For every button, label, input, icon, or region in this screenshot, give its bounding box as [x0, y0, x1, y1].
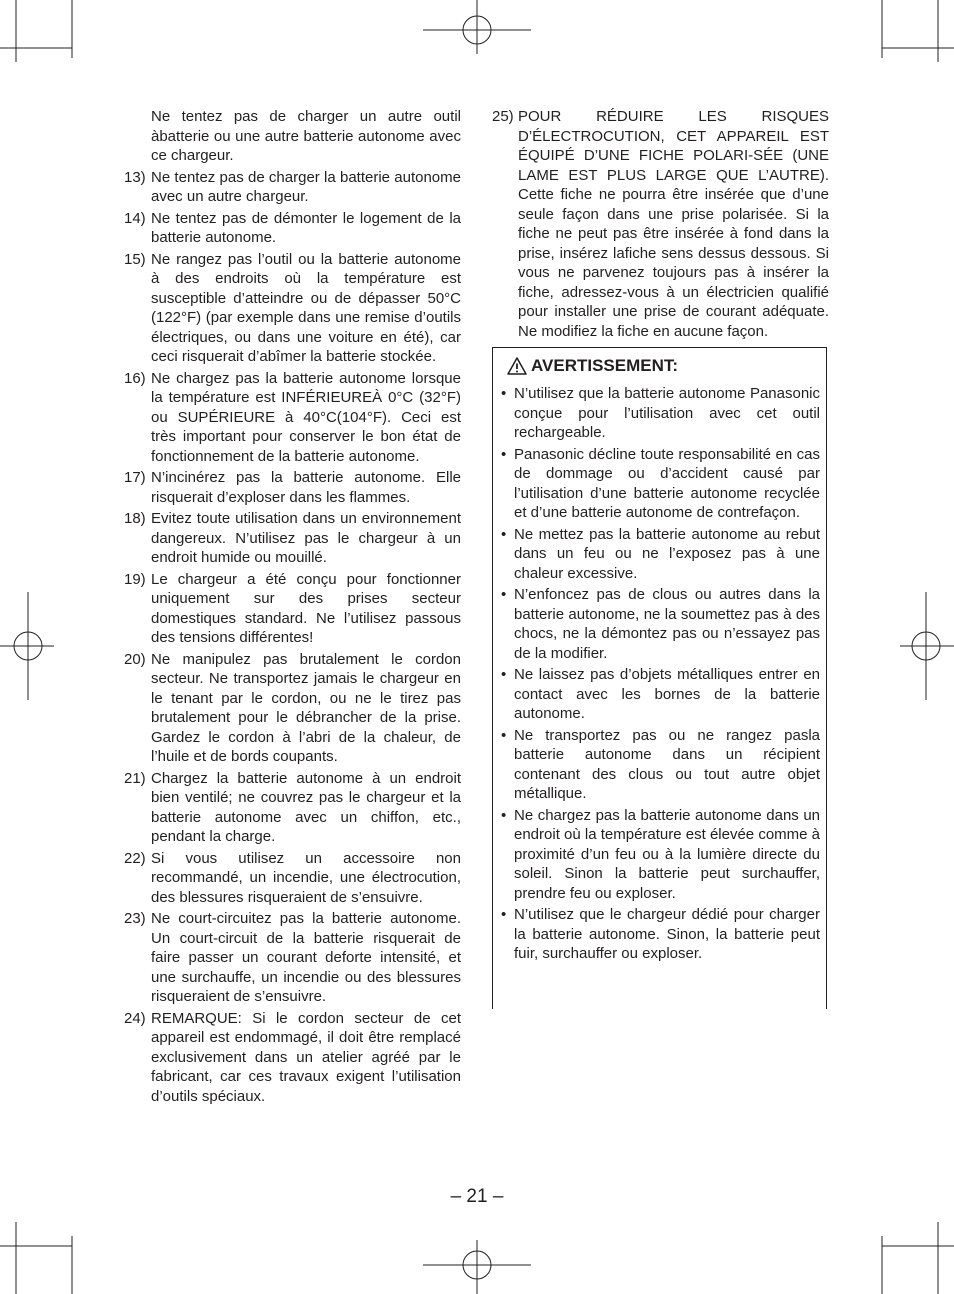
right-column: [492, 107, 829, 343]
item-number: 24): [124, 1009, 146, 1027]
item-text: Si vous utilisez un accessoire non recommandé, un incendie, une électrocution, des blessures risqueraient de s’ensuivre.: [151, 849, 461, 906]
bullet-text: N’enfoncez pas de clous ou autres dans la batterie autonome, ne la soumettez pas à des chocs, ne la démontez pas ou n’essayez pas de la modifier.: [514, 586, 820, 662]
bullet-text: Ne mettez pas la batterie autonome au rebut dans un feu ou ne l’exposez pas à une chaleur excessive.: [514, 525, 820, 582]
list-item: [124, 468, 461, 507]
item-number: 16): [124, 369, 146, 387]
item-number: 20): [124, 650, 146, 668]
list-item: [124, 369, 461, 467]
item-text: REMARQUE: Si le cordon secteur de cet appareil est endommagé, il doit être remplacé exclusivement dans un atelier agréé par le fabricant, car ces travaux exigent l’utilisation d’outils spéciaux.: [151, 1009, 461, 1105]
bullet-text: Ne transportez pas ou ne rangez pasla batterie autonome dans un récipient contenant des clous ou tout autre objet métallique.: [514, 726, 820, 802]
item-text: Chargez la batterie autonome à un endroit bien ventilé; ne couvrez pas le chargeur et la batterie autonome avec un chiffon, etc., pendant la charge.: [151, 769, 461, 845]
item-text: N’incinérez pas la batterie autonome. Elle risquerait d’exploser dans les flammes.: [151, 469, 461, 506]
list-item: [124, 769, 461, 847]
bullet-icon: •: [501, 445, 507, 463]
warning-triangle-icon: [507, 357, 527, 375]
item-number: 19): [124, 570, 146, 588]
list-item: [124, 849, 461, 908]
item-text: Ne manipulez pas brutalement le cordon secteur. Ne transportez jamais le chargeur en le tenant par le cordon, ou ne le tirez pas brutalement pour le débrancher de la prise. Gardez le cordon à l’abri de la chaleur, de l’huile et de bords coupants.: [151, 650, 461, 765]
bullet-icon: •: [501, 385, 507, 402]
bullet-text: Ne laissez pas d’objets métalliques entrer en contact avec les bornes de la batterie autonome.: [514, 666, 820, 722]
warning-bullet: [501, 665, 820, 724]
list-item: [124, 509, 461, 568]
warning-bullet: [501, 585, 820, 663]
numbered-list: [124, 168, 461, 1107]
bullet-icon: •: [501, 806, 507, 824]
list-item: [124, 650, 461, 767]
list-item: [124, 570, 461, 648]
bullet-icon: •: [501, 586, 507, 603]
item-number: 22): [124, 849, 146, 867]
warning-box: [492, 347, 827, 1009]
item-text: Ne tentez pas de charger la batterie autonome avec un autre chargeur.: [151, 168, 461, 205]
item-text: Ne chargez pas la batterie autonome lorsque la température est INFÉRIEUREÀ 0°C (32°F) ou SUPÉRIEURE à 40°C(104°F). Ceci est très important pour conserver le bon état de fonctionnement de la batterie autonome.: [151, 369, 461, 465]
page-number: – 21 –: [450, 1186, 504, 1207]
item-text: Le chargeur a été conçu pour fonctionner uniquement sur des prises secteur domestiques standard. Ne l’utilisez passous des tensions différentes!: [151, 570, 461, 646]
list-item: [124, 909, 461, 1007]
list-item-25: [492, 107, 829, 341]
list-item: [124, 168, 461, 207]
registration-target-bottom: [423, 1240, 531, 1294]
item-number: 18): [124, 510, 146, 527]
left-column: [124, 107, 461, 1108]
warning-bullet: [501, 726, 820, 804]
bullet-icon: •: [501, 666, 507, 683]
bullet-text: N’utilisez que le chargeur dédié pour charger la batterie autonome. Sinon, la batterie peut fuir, surchauffer ou exploser.: [514, 906, 820, 962]
item-number: 23): [124, 910, 146, 927]
item-text: POUR RÉDUIRE LES RISQUES D’ÉLECTROCUTION, CET APPAREIL EST ÉQUIPÉ D’UNE FICHE POLARI-SÉE (UNE LAME EST PLUS LARGE QUE L’AUTRE). Cette fiche ne pourra être insérée que d’une seule façon dans une prise polarisée. Si la fiche ne peut pas être insérée à fond dans la prise, insérez lafiche sens dessus dessous. Si vous ne parvenez toujours pas à insérer la fiche, adressez-vous à un électricien qualifié pour installer une prise de courant adéquate. Ne modifiez la fiche en aucune façon.: [518, 108, 829, 340]
registration-target-top: [423, 0, 531, 54]
warning-bullet: [501, 525, 820, 584]
warning-title: AVERTISSEMENT:: [531, 356, 679, 375]
item-number: 14): [124, 209, 146, 227]
item-number: 21): [124, 769, 146, 787]
item-number: 15): [124, 250, 146, 268]
bullet-icon: •: [501, 906, 507, 923]
bullet-text: Panasonic décline toute responsabilité en cas de dommage ou d’accident causé par l’utilisation d’une batterie autonome recyclée et d’une batterie autonome de contrefaçon.: [514, 445, 820, 521]
item-text: Ne tentez pas de démonter le logement de la batterie autonome.: [151, 209, 461, 246]
item-number: 17): [124, 469, 146, 486]
bullet-text: N’utilisez que la batterie autonome Panasonic conçue pour l’utilisation avec cet outil rechargeable.: [514, 385, 820, 441]
bullet-text: Ne chargez pas la batterie autonome dans un endroit où la température est élevée comme à proximité d’un feu ou à la lumière directe du soleil. Sinon la batterie peut surchauffer, prendre feu ou exploser.: [514, 806, 820, 902]
list-item: [124, 209, 461, 248]
registration-target-left: [0, 592, 54, 700]
item-text: Ne rangez pas l’outil ou la batterie autonome à des endroits où la température est susceptible d’atteindre ou de dépasser 50°C (122°F) (par exemple dans une remise d’outils électriques, ou dans une voiture en été), car ceci risquerait d’abîmer la batterie stockée.: [151, 250, 461, 365]
item-text: Evitez toute utilisation dans un environnement dangereux. N’utilisez pas le chargeur à un endroit humide ou mouillé.: [151, 510, 461, 566]
warning-list: [493, 379, 826, 964]
bullet-icon: •: [501, 726, 507, 744]
list-item: [124, 1009, 461, 1107]
warning-bullet: [501, 384, 820, 443]
intro-paragraph: Ne tentez pas de charger un autre outil àbatterie ou une autre batterie autonome avec ce chargeur.: [151, 108, 461, 164]
item-number: 13): [124, 168, 146, 186]
item-text: Ne court-circuitez pas la batterie autonome. Un court-circuit de la batterie risquerait de faire passer un courant deforte intensité, et une surchauffe, un incendie ou des blessures risqueraient de s’ensuivre.: [151, 910, 461, 1005]
warning-bullet: [501, 806, 820, 904]
registration-target-right: [900, 592, 954, 700]
item-number: 25): [492, 108, 514, 125]
warning-bullet: [501, 445, 820, 523]
warning-heading: [493, 348, 826, 379]
warning-bullet: [501, 905, 820, 964]
bullet-icon: •: [501, 525, 507, 543]
list-item: [124, 250, 461, 367]
